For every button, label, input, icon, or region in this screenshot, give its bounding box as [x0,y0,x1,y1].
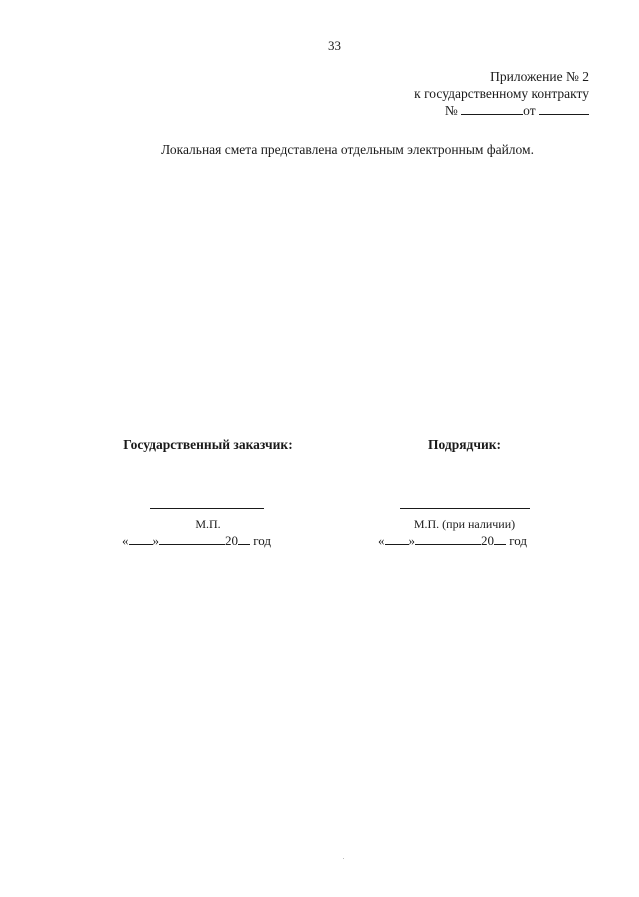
quote-open: « [122,533,129,548]
customer-date-line [122,533,271,549]
year-prefix: 20 [225,533,238,548]
quote-open: « [378,533,385,548]
contractor-date-line [378,533,527,549]
customer-title: Государственный заказчик: [123,437,293,452]
appendix-header [414,68,589,119]
customer-signature-line [150,508,264,509]
contractor-stamp-label: М.П. (при наличии) [413,517,516,531]
quote-close: » [152,533,159,548]
page-number: 33 [328,38,341,53]
contract-date-blank [539,102,589,115]
appendix-subtitle: к государственному контракту [414,86,589,101]
day-blank [129,533,153,545]
contractor-block [372,437,557,453]
month-blank [159,533,225,545]
year-blank [494,533,506,545]
appendix-title: Приложение № 2 [490,69,589,84]
year-word: год [253,533,271,548]
year-word: год [509,533,527,548]
contractor-signature-line [400,508,530,509]
scan-speck [343,858,344,859]
quote-close: » [408,533,415,548]
from-word: от [523,103,536,118]
contractor-title: Подрядчик: [428,437,501,452]
contract-number-line [414,102,589,119]
number-sign: № [444,103,458,118]
customer-stamp-label: М.П. [195,517,221,531]
year-blank [238,533,250,545]
contract-number-blank [461,102,523,115]
month-blank [415,533,481,545]
customer-block [108,437,308,453]
estimate-statement: Локальная смета представлена отдельным электронным файлом. [161,142,534,157]
year-prefix: 20 [481,533,494,548]
day-blank [385,533,409,545]
